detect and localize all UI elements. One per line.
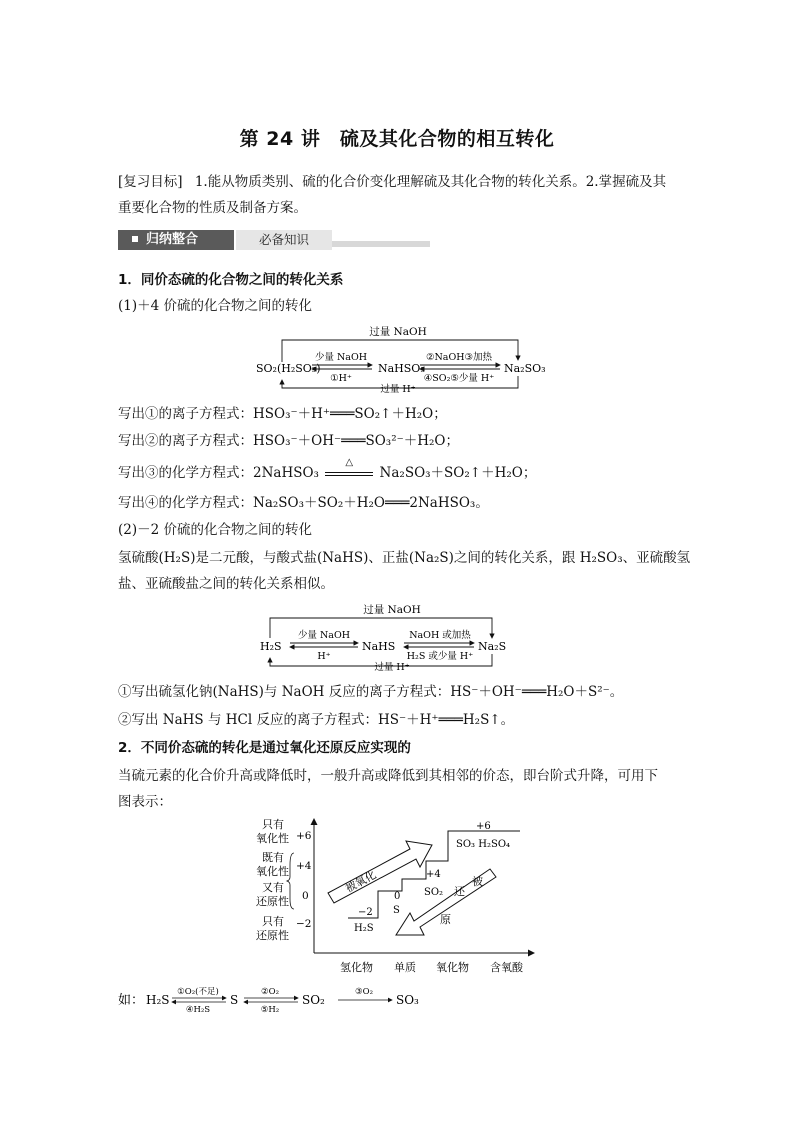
question-1: ①写出硫氢化钠(NaHS)与 NaOH 反应的离子方程式：HS⁻＋OH⁻═══H₂O＋S²⁻。 — [118, 684, 624, 700]
valence-staircase-chart — [250, 815, 540, 980]
step-so2: SO₂ — [424, 887, 444, 898]
reduced-label-3: 被 — [472, 875, 483, 888]
ex-c1-top: ①O₂(不足) — [177, 987, 219, 997]
section2-para-1-text: 当硫元素的化合价升高或降低时，一般升高或降低到其相邻的价态，即台阶式升降，可用下 — [118, 768, 658, 784]
eq3-line — [118, 457, 537, 483]
banner-right: 必备知识 — [236, 230, 332, 250]
heat-icon: △ — [345, 457, 354, 468]
section2-heading: 2．不同价态硫的转化是通过氧化还原反应实现的 — [118, 740, 411, 756]
y-label-only-red-2: 还原性 — [256, 929, 289, 942]
section-banner — [118, 230, 430, 250]
d1-a1-bottom: ①H⁺ — [330, 373, 352, 384]
step-0-valence: 0 — [394, 891, 401, 902]
question-2: ②写出 NaHS 与 HCl 反应的离子方程式：HS⁻＋H⁺═══H₂S↑。 — [118, 712, 515, 728]
d1-left: SO₂(H₂SO₃) — [256, 362, 321, 375]
section1-para-2: 盐、亚硫酸盐之间的转化关系相似。 — [118, 576, 334, 592]
page-title: 第 24 讲 硫及其化合物的相互转化 — [239, 128, 555, 150]
section2-para-2: 图表示： — [118, 794, 172, 810]
d2-right: Na₂S — [478, 640, 507, 653]
y-label-only-ox-2: 氧化性 — [256, 832, 289, 845]
banner-left — [118, 230, 234, 250]
eq3-right: Na₂SO₃＋SO₂↑＋H₂O； — [379, 465, 537, 481]
d2-left: H₂S — [260, 640, 282, 653]
tick-plus4: +4 — [296, 860, 312, 872]
eq4-prefix: 写出④的化学方程式： — [118, 495, 253, 511]
example-prefix: 如： — [118, 993, 145, 1008]
eq2-line — [118, 431, 459, 451]
ex-s: S — [230, 993, 239, 1007]
eq1-line — [118, 404, 447, 424]
tick-0: 0 — [302, 890, 309, 902]
reduced-label-2: 原 — [440, 913, 451, 926]
d1-right: Na₂SO₃ — [504, 362, 546, 375]
y-label-only-red-1: 只有 — [262, 915, 284, 928]
d2-bottom-label: 过量 H⁺ — [374, 662, 410, 672]
eq4: Na₂SO₃＋SO₂＋H₂O═══2NaHSO₃。 — [253, 495, 489, 511]
section1-sub1: (1)＋4 价硫的化合物之间的转化 — [118, 298, 313, 314]
y-label-both-3: 又有 — [262, 881, 284, 894]
review-goal-line-1 — [118, 172, 666, 192]
step-h2s: H₂S — [354, 923, 374, 934]
tick-plus6: +6 — [296, 830, 312, 842]
d1-a2-bottom: ④SO₂⑤少量 H⁺ — [423, 373, 495, 384]
section1-sub2: (2)－2 价硫的化合物之间的转化 — [118, 522, 313, 538]
d1-a2-top: ②NaOH③加热 — [425, 352, 493, 363]
reduced-label-1: 还 — [454, 885, 465, 898]
oxidized-label: 被氧化 — [343, 868, 379, 896]
ex-h2s: H₂S — [146, 993, 170, 1007]
review-goal-text-1: 1.能从物质类别、硫的化合价变化理解硫及其化合物的转化关系。2.掌握硫及其 — [194, 174, 667, 190]
eq1-prefix: 写出①的离子方程式： — [118, 406, 253, 422]
section1-heading: 1．同价态硫的化合物之间的转化关系 — [118, 272, 344, 288]
section1-para-1: 氢硫酸(H₂S)是二元酸，与酸式盐(NaHS)、正盐(Na₂S)之间的转化关系，跟 H₂SO₃、亚硫酸氢 — [118, 550, 691, 566]
eq2: HSO₃⁻＋OH⁻═══SO₃²⁻＋H₂O； — [253, 433, 459, 449]
review-goal-tag: [复习目标] — [118, 174, 183, 190]
x-label-element: 单质 — [394, 961, 416, 974]
d2-top-label: 过量 NaOH — [363, 604, 421, 616]
conversion-diagram-plus4 — [248, 322, 548, 394]
ex-c2-top: ②O₂ — [261, 987, 279, 997]
banner-left-label: 归纳整合 — [146, 232, 199, 247]
step-minus2-valence: −2 — [358, 907, 373, 918]
d1-top-label: 过量 NaOH — [369, 326, 427, 338]
y-label-both-2: 氧化性 — [256, 865, 289, 878]
d1-bottom-label: 过量 H⁺ — [380, 384, 416, 394]
step-plus4-valence: +4 — [426, 869, 441, 880]
d2-a1-bottom: H⁺ — [317, 651, 331, 662]
conversion-diagram-minus2 — [252, 600, 532, 672]
y-label-both-1: 既有 — [262, 851, 284, 864]
d2-a2-top: NaOH 或加热 — [409, 630, 471, 641]
eq2-prefix: 写出②的离子方程式： — [118, 433, 253, 449]
square-icon — [132, 236, 138, 242]
ex-so3: SO₃ — [396, 993, 419, 1007]
ex-so2: SO₂ — [302, 993, 325, 1007]
review-goal-line-2: 重要化合物的性质及制备方案。 — [118, 200, 307, 216]
d2-mid: NaHS — [362, 640, 396, 653]
step-so3-h2so4: SO₃ H₂SO₄ — [456, 839, 511, 850]
x-label-oxide: 氧化物 — [436, 961, 469, 974]
ex-c2-bot: ⑤H₂ — [260, 1005, 280, 1015]
banner-rule — [332, 241, 430, 247]
example-conversion — [116, 982, 456, 1022]
eq1: HSO₃⁻＋H⁺═══SO₂↑＋H₂O； — [253, 406, 447, 422]
section2-para-1 — [118, 766, 658, 786]
eq3-condition-arrow — [323, 457, 375, 483]
step-s: S — [393, 905, 400, 916]
eq3-prefix: 写出③的化学方程式： — [118, 465, 253, 481]
eq3-left: 2NaHSO₃ — [253, 465, 319, 481]
oxidized-arrow — [328, 841, 432, 903]
y-label-both-4: 还原性 — [256, 895, 289, 908]
step-plus6-valence: +6 — [476, 821, 491, 832]
d2-a1-top: 少量 NaOH — [297, 630, 351, 641]
x-label-oxyacid: 含氧酸 — [490, 961, 523, 974]
d2-a2-bottom: H₂S 或少量 H⁺ — [406, 651, 474, 662]
y-label-only-ox-1: 只有 — [262, 818, 284, 831]
ex-c1-bot: ④H₂S — [185, 1005, 211, 1015]
x-label-hydride: 氢化物 — [340, 961, 373, 974]
tick-minus2: −2 — [296, 918, 312, 930]
d1-mid: NaHSO₃ — [378, 362, 425, 375]
d1-a1-top: 少量 NaOH — [314, 352, 368, 363]
ex-c3-top: ③O₂ — [355, 987, 373, 997]
eq4-line — [118, 493, 489, 513]
